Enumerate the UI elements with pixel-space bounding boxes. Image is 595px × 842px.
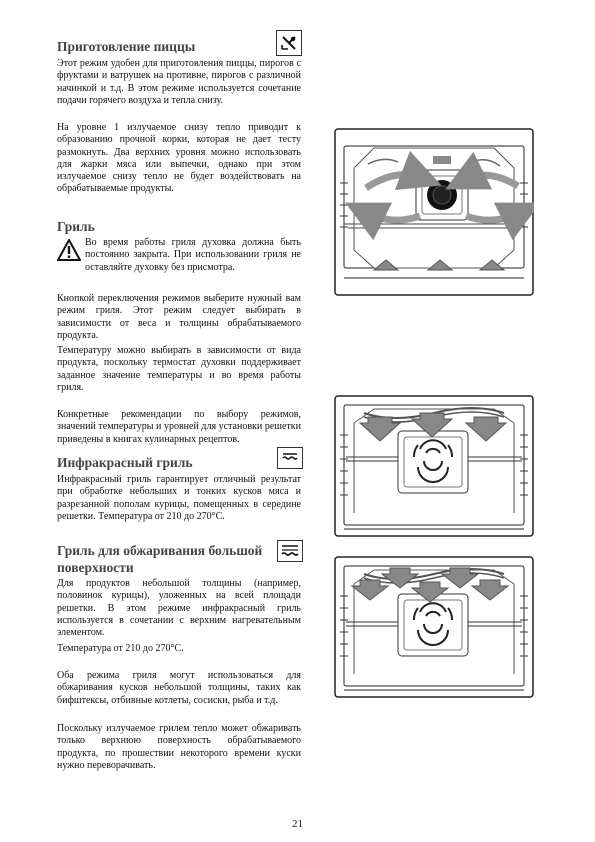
pizza-mode-icon — [276, 30, 302, 56]
warning-icon — [57, 239, 81, 261]
heading-large-surface-grill-line2: поверхности — [57, 560, 134, 575]
page-number: 21 — [292, 818, 303, 830]
infrared-grill-icon — [277, 447, 303, 469]
heading-grill: Гриль — [57, 219, 95, 234]
large-surface-grill-icon — [277, 540, 303, 562]
heading-infrared-grill: Инфракрасный гриль — [57, 455, 193, 470]
large-grill-paragraph-3: Оба режима гриля могут использоваться для обжаривания кусков небольшой толщины, таких как бифштексы, отбивные котлеты, сосиски, рыба и т.д. — [57, 670, 301, 706]
heading-pizza: Приготовление пиццы — [57, 39, 196, 54]
grill-warning-text: Во время работы гриля духовка должна быть постоянно закрыта. При использовании гриля не оставляйте духовку без присмотра. — [85, 237, 301, 273]
pizza-paragraph-1: Этот режим удобен для приготовления пиццы, пирогов с фруктами и ватрушек на противне, пирогов с различной начинкой и т.д. В этом режиме используется сочетание подачи горячего воздуха и тепла снизу. — [57, 58, 301, 106]
large-grill-paragraph-4: Поскольку излучаемое грилем тепло может обжаривать только верхнюю поверхность обрабатываемого продукта, по прошествии некоторого времени куски нужно переворачивать. — [57, 723, 301, 771]
large-grill-paragraph-2: Температура от 210 до 270°C. — [57, 643, 184, 654]
oven-figure-pizza — [334, 128, 534, 296]
grill-paragraph-2: Температуру можно выбирать в зависимости от вида продукта, поскольку термостат духовки поддерживает заданное значение температуры и во время работы гриля. — [57, 345, 301, 393]
oven-figure-infrared-grill — [334, 395, 534, 537]
pizza-paragraph-2: На уровне 1 излучаемое снизу тепло приводит к образованию прочной корки, которая не дает тесту размокнуть. Два верхних уровня можно использовать для жарки мяса или выпечки, однако при этом излучаемое снизу тепло не будет воздействовать на обрабатываемые продукты. — [57, 122, 301, 195]
grill-paragraph-1: Кнопкой переключения режимов выберите нужный вам режим гриля. Этот режим следует выбирать в зависимости от веса и толщины обрабатываемого продукта. — [57, 293, 301, 341]
oven-figure-large-surface-grill — [334, 556, 534, 698]
heading-large-surface-grill-line1: Гриль для обжаривания большой — [57, 543, 263, 558]
large-grill-paragraph-1: Для продуктов небольшой толщины (например, половинок курицы), уложенных на всей площади решетки. В этом режиме инфракрасный гриль используется в сочетании с верхним нагревательным элементом. — [57, 578, 301, 639]
infrared-paragraph: Инфракрасный гриль гарантирует отличный результат при обработке небольших и тонких кусков мяса и разрезанной пополам курицы, помещенных в середине решетки. Температура от 210 до 270°C. — [57, 474, 301, 522]
grill-paragraph-3: Конкретные рекомендации по выбору режимов, значений температуры и уровней для установки решетки приведены в книгах кулинарных рецептов. — [57, 409, 301, 445]
